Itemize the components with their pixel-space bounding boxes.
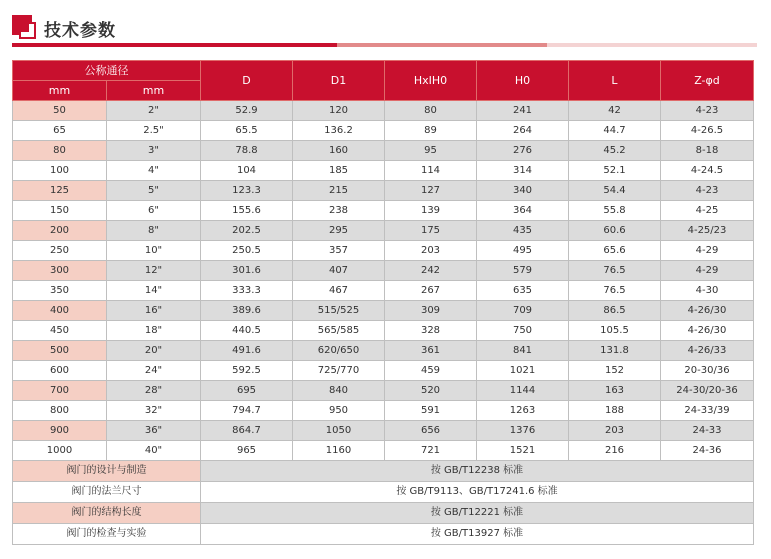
table-cell: 18" bbox=[107, 321, 201, 341]
table-cell: 238 bbox=[293, 201, 385, 221]
table-cell: 24-33/39 bbox=[661, 401, 754, 421]
table-cell: 440.5 bbox=[201, 321, 293, 341]
title-square-outline-icon bbox=[19, 22, 36, 39]
table-cell: 95 bbox=[385, 141, 477, 161]
table-cell: 127 bbox=[385, 181, 477, 201]
table-cell: 203 bbox=[569, 421, 661, 441]
table-cell: 435 bbox=[477, 221, 569, 241]
table-cell: 100 bbox=[13, 161, 107, 181]
table-cell: 340 bbox=[477, 181, 569, 201]
table-cell: 20-30/36 bbox=[661, 361, 754, 381]
table-cell: 139 bbox=[385, 201, 477, 221]
table-cell: 203 bbox=[385, 241, 477, 261]
footer-row bbox=[13, 461, 754, 482]
table-cell: 1144 bbox=[477, 381, 569, 401]
table-cell: 65 bbox=[13, 121, 107, 141]
table-cell: 709 bbox=[477, 301, 569, 321]
table-cell: 125 bbox=[13, 181, 107, 201]
table-row bbox=[13, 341, 754, 361]
header-h0: H0 bbox=[477, 61, 569, 101]
table-cell: 841 bbox=[477, 341, 569, 361]
table-cell: 10" bbox=[107, 241, 201, 261]
footer-value: 按 GB/T13927 标准 bbox=[201, 524, 754, 545]
table-cell: 55.8 bbox=[569, 201, 661, 221]
header-nominal-diameter: 公称通径 bbox=[13, 61, 201, 81]
table-cell: 389.6 bbox=[201, 301, 293, 321]
table-cell: 314 bbox=[477, 161, 569, 181]
table-cell: 4-26.5 bbox=[661, 121, 754, 141]
table-cell: 721 bbox=[385, 441, 477, 461]
table-cell: 2.5" bbox=[107, 121, 201, 141]
table-row bbox=[13, 381, 754, 401]
table-cell: 32" bbox=[107, 401, 201, 421]
table-row bbox=[13, 321, 754, 341]
table-row bbox=[13, 161, 754, 181]
table-cell: 357 bbox=[293, 241, 385, 261]
table-cell: 163 bbox=[569, 381, 661, 401]
table-cell: 600 bbox=[13, 361, 107, 381]
table-cell: 328 bbox=[385, 321, 477, 341]
table-cell: 4-29 bbox=[661, 241, 754, 261]
table-cell: 216 bbox=[569, 441, 661, 461]
header-d: D bbox=[201, 61, 293, 101]
table-cell: 8-18 bbox=[661, 141, 754, 161]
table-cell: 50 bbox=[13, 101, 107, 121]
table-cell: 8" bbox=[107, 221, 201, 241]
table-cell: 4-25 bbox=[661, 201, 754, 221]
table-cell: 267 bbox=[385, 281, 477, 301]
header-z-phi-d: Z-φd bbox=[661, 61, 754, 101]
table-cell: 12" bbox=[107, 261, 201, 281]
header-hxih0: HxIH0 bbox=[385, 61, 477, 101]
table-cell: 295 bbox=[293, 221, 385, 241]
table-cell: 1521 bbox=[477, 441, 569, 461]
header-d1: D1 bbox=[293, 61, 385, 101]
table-cell: 4-26/30 bbox=[661, 301, 754, 321]
table-cell: 725/770 bbox=[293, 361, 385, 381]
table-row bbox=[13, 361, 754, 381]
table-cell: 300 bbox=[13, 261, 107, 281]
table-cell: 495 bbox=[477, 241, 569, 261]
table-cell: 155.6 bbox=[201, 201, 293, 221]
table-cell: 750 bbox=[477, 321, 569, 341]
table-cell: 1263 bbox=[477, 401, 569, 421]
table-row bbox=[13, 201, 754, 221]
table-cell: 459 bbox=[385, 361, 477, 381]
table-cell: 4" bbox=[107, 161, 201, 181]
table-cell: 123.3 bbox=[201, 181, 293, 201]
table-cell: 188 bbox=[569, 401, 661, 421]
table-cell: 131.8 bbox=[569, 341, 661, 361]
table-cell: 76.5 bbox=[569, 281, 661, 301]
table-cell: 333.3 bbox=[201, 281, 293, 301]
table-cell: 800 bbox=[13, 401, 107, 421]
table-cell: 202.5 bbox=[201, 221, 293, 241]
table-cell: 20" bbox=[107, 341, 201, 361]
table-row bbox=[13, 101, 754, 121]
table-cell: 864.7 bbox=[201, 421, 293, 441]
table-cell: 40" bbox=[107, 441, 201, 461]
table-cell: 579 bbox=[477, 261, 569, 281]
table-cell: 16" bbox=[107, 301, 201, 321]
table-cell: 276 bbox=[477, 141, 569, 161]
table-cell: 350 bbox=[13, 281, 107, 301]
table-cell: 4-24.5 bbox=[661, 161, 754, 181]
table-cell: 467 bbox=[293, 281, 385, 301]
table-cell: 120 bbox=[293, 101, 385, 121]
table-cell: 900 bbox=[13, 421, 107, 441]
table-cell: 60.6 bbox=[569, 221, 661, 241]
table-cell: 36" bbox=[107, 421, 201, 441]
table-cell: 105.5 bbox=[569, 321, 661, 341]
table-cell: 4-23 bbox=[661, 101, 754, 121]
table-cell: 114 bbox=[385, 161, 477, 181]
table-cell: 520 bbox=[385, 381, 477, 401]
table-cell: 450 bbox=[13, 321, 107, 341]
table-row bbox=[13, 401, 754, 421]
table-row bbox=[13, 181, 754, 201]
table-cell: 24-30/20-36 bbox=[661, 381, 754, 401]
table-cell: 515/525 bbox=[293, 301, 385, 321]
footer-row bbox=[13, 503, 754, 524]
footer-value: 按 GB/T9113、GB/T17241.6 标准 bbox=[201, 482, 754, 503]
table-cell: 500 bbox=[13, 341, 107, 361]
table-cell: 104 bbox=[201, 161, 293, 181]
footer-value: 按 GB/T12221 标准 bbox=[201, 503, 754, 524]
table-cell: 700 bbox=[13, 381, 107, 401]
table-cell: 695 bbox=[201, 381, 293, 401]
section-title: 技术参数 bbox=[44, 21, 116, 41]
table-row bbox=[13, 301, 754, 321]
footer-row bbox=[13, 524, 754, 545]
table-cell: 656 bbox=[385, 421, 477, 441]
table-cell: 1021 bbox=[477, 361, 569, 381]
table-cell: 309 bbox=[385, 301, 477, 321]
table-cell: 241 bbox=[477, 101, 569, 121]
table-cell: 242 bbox=[385, 261, 477, 281]
footer-row bbox=[13, 482, 754, 503]
table-cell: 150 bbox=[13, 201, 107, 221]
table-cell: 1050 bbox=[293, 421, 385, 441]
table-cell: 1160 bbox=[293, 441, 385, 461]
header-bar-red bbox=[12, 43, 337, 47]
table-cell: 4-29 bbox=[661, 261, 754, 281]
table-cell: 89 bbox=[385, 121, 477, 141]
table-row bbox=[13, 241, 754, 261]
table-cell: 250 bbox=[13, 241, 107, 261]
footer-label: 阀门的检查与实验 bbox=[13, 524, 201, 545]
table-cell: 400 bbox=[13, 301, 107, 321]
table-cell: 185 bbox=[293, 161, 385, 181]
table-cell: 24-33 bbox=[661, 421, 754, 441]
table-cell: 361 bbox=[385, 341, 477, 361]
table-cell: 54.4 bbox=[569, 181, 661, 201]
table-cell: 76.5 bbox=[569, 261, 661, 281]
header-mm-1: mm bbox=[13, 81, 107, 101]
table-cell: 136.2 bbox=[293, 121, 385, 141]
table-cell: 794.7 bbox=[201, 401, 293, 421]
table-cell: 4-23 bbox=[661, 181, 754, 201]
header-bar-mid bbox=[337, 43, 547, 47]
table-row bbox=[13, 221, 754, 241]
table-cell: 950 bbox=[293, 401, 385, 421]
footer-label: 阀门的设计与制造 bbox=[13, 461, 201, 482]
table-cell: 44.7 bbox=[569, 121, 661, 141]
table-cell: 5" bbox=[107, 181, 201, 201]
header-mm-2: mm bbox=[107, 81, 201, 101]
table-cell: 52.9 bbox=[201, 101, 293, 121]
table-cell: 42 bbox=[569, 101, 661, 121]
table-cell: 591 bbox=[385, 401, 477, 421]
table-cell: 45.2 bbox=[569, 141, 661, 161]
footer-value: 按 GB/T12238 标准 bbox=[201, 461, 754, 482]
table-cell: 2" bbox=[107, 101, 201, 121]
table-cell: 965 bbox=[201, 441, 293, 461]
table-cell: 14" bbox=[107, 281, 201, 301]
table-cell: 28" bbox=[107, 381, 201, 401]
table-cell: 565/585 bbox=[293, 321, 385, 341]
table-cell: 4-30 bbox=[661, 281, 754, 301]
table-cell: 250.5 bbox=[201, 241, 293, 261]
table-cell: 364 bbox=[477, 201, 569, 221]
table-cell: 4-26/30 bbox=[661, 321, 754, 341]
table-row bbox=[13, 261, 754, 281]
table-cell: 620/650 bbox=[293, 341, 385, 361]
table-cell: 4-26/33 bbox=[661, 341, 754, 361]
table-cell: 264 bbox=[477, 121, 569, 141]
table-cell: 200 bbox=[13, 221, 107, 241]
table-cell: 65.6 bbox=[569, 241, 661, 261]
table-row bbox=[13, 121, 754, 141]
table-cell: 24-36 bbox=[661, 441, 754, 461]
table-cell: 86.5 bbox=[569, 301, 661, 321]
table-cell: 3" bbox=[107, 141, 201, 161]
table-cell: 24" bbox=[107, 361, 201, 381]
table-cell: 52.1 bbox=[569, 161, 661, 181]
table-cell: 160 bbox=[293, 141, 385, 161]
table-cell: 6" bbox=[107, 201, 201, 221]
table-cell: 840 bbox=[293, 381, 385, 401]
footer-label: 阀门的法兰尺寸 bbox=[13, 482, 201, 503]
footer-label: 阀门的结构长度 bbox=[13, 503, 201, 524]
table-cell: 78.8 bbox=[201, 141, 293, 161]
table-cell: 301.6 bbox=[201, 261, 293, 281]
table-cell: 80 bbox=[13, 141, 107, 161]
table-row bbox=[13, 421, 754, 441]
table-cell: 1376 bbox=[477, 421, 569, 441]
table-cell: 1000 bbox=[13, 441, 107, 461]
table-row bbox=[13, 141, 754, 161]
table-cell: 175 bbox=[385, 221, 477, 241]
table-cell: 4-25/23 bbox=[661, 221, 754, 241]
table-cell: 80 bbox=[385, 101, 477, 121]
table-cell: 215 bbox=[293, 181, 385, 201]
table-cell: 152 bbox=[569, 361, 661, 381]
table-cell: 491.6 bbox=[201, 341, 293, 361]
header-bar-light bbox=[547, 43, 757, 47]
table-row bbox=[13, 281, 754, 301]
table-cell: 407 bbox=[293, 261, 385, 281]
table-row bbox=[13, 441, 754, 461]
table-cell: 635 bbox=[477, 281, 569, 301]
header-l: L bbox=[569, 61, 661, 101]
table-cell: 592.5 bbox=[201, 361, 293, 381]
table-cell: 65.5 bbox=[201, 121, 293, 141]
technical-parameters-table bbox=[12, 60, 754, 545]
